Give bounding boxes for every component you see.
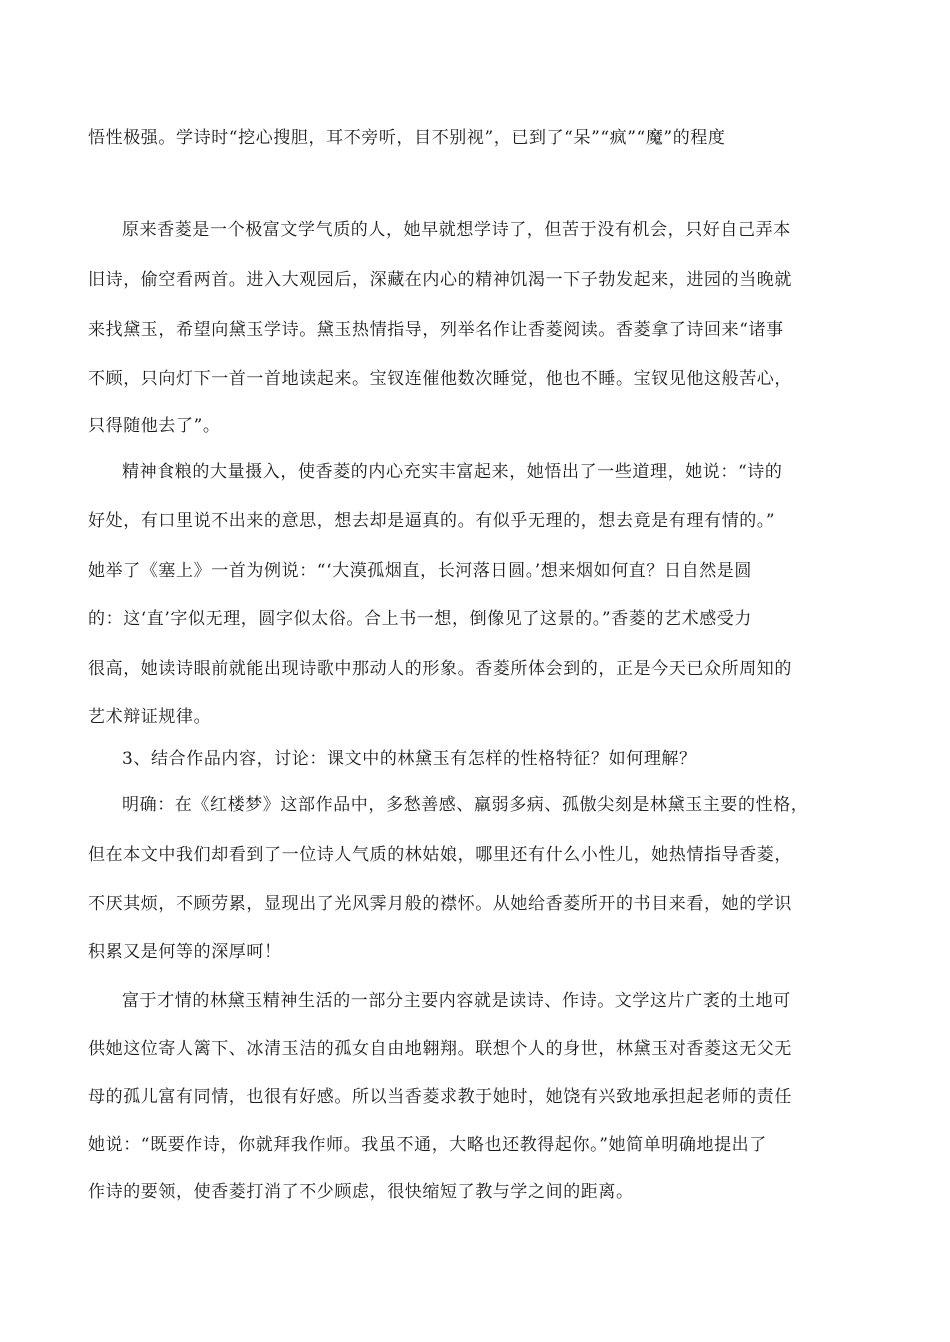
text-line: 她举了《塞上》一首为例说：“‘大漠孤烟直，长河落日圆。’想来烟如何直？日自然是圆 bbox=[88, 561, 752, 581]
text-line: 明确：在《红楼梦》这部作品中，多愁善感、羸弱多病、孤傲尖刻是林黛玉主要的性格， bbox=[122, 795, 809, 815]
text-line: 精神食粮的大量摄入，使香菱的内心充实丰富起来，她悟出了一些道理，她说：“诗的 bbox=[122, 462, 783, 482]
text-line: 她说：“既要作诗，你就拜我作师。我虽不通，大略也还教得起你。”她简单明确地提出了 bbox=[88, 1135, 767, 1155]
text-line: 很高，她读诗眼前就能出现诗歌中那动人的形象。香菱所体会到的，正是今天已众所周知的 bbox=[88, 659, 792, 679]
text-line: 富于才情的林黛玉精神生活的一部分主要内容就是读诗、作诗。文学这片广袤的土地可 bbox=[122, 991, 791, 1011]
text-line: 艺术辩证规律。 bbox=[88, 707, 212, 727]
text-line: 的：这‘直’字似无理，圆字似太俗。合上书一想，倒像见了这景的。”香菱的艺术感受力 bbox=[88, 609, 752, 629]
text-line: 悟性极强。学诗时“挖心搜胆，耳不旁听，目不别视”，已到了“呆”“疯”“魔”的程度 bbox=[88, 128, 726, 148]
text-line: 供她这位寄人篱下、冰清玉洁的孤女自由地翱翔。联想个人的身世，林黛玉对香菱这无父无 bbox=[88, 1039, 792, 1059]
text-line: 来找黛玉，希望向黛玉学诗。黛玉热情指导，列举名作让香菱阅读。香菱拿了诗回来“诸事 bbox=[88, 320, 784, 340]
text-line: 好处，有口里说不出来的意思，想去却是逼真的。有似乎无理的，想去竟是有理有情的。” bbox=[88, 511, 776, 531]
text-line: 不顾，只向灯下一首一首地读起来。宝钗连催他数次睡觉，他也不睡。宝钗见他这般苦心， bbox=[88, 369, 792, 389]
question-heading: 3、结合作品内容，讨论：课文中的林黛玉有怎样的性格特征？如何理解？ bbox=[122, 749, 697, 769]
text-line: 母的孤儿富有同情，也很有好感。所以当香菱求教于她时，她饶有兴致地承担起老师的责任 bbox=[88, 1087, 792, 1107]
text-line: 但在本文中我们却看到了一位诗人气质的林姑娘，哪里还有什么小性儿，她热情指导香菱， bbox=[88, 845, 792, 865]
text-line: 只得随他去了”。 bbox=[88, 416, 221, 436]
text-line: 不厌其烦，不顾劳累，显现出了光风霁月般的襟怀。从她给香菱所开的书目来看，她的学识 bbox=[88, 894, 792, 914]
text-line: 积累又是何等的深厚呵！ bbox=[88, 942, 282, 962]
text-line: 旧诗，偷空看两首。进入大观园后，深藏在内心的精神饥渴一下子勃发起来，进园的当晚就 bbox=[88, 270, 792, 290]
text-line: 原来香菱是一个极富文学气质的人，她早就想学诗了，但苦于没有机会，只好自己弄本 bbox=[122, 220, 791, 240]
text-line: 作诗的要领，使香菱打消了不少顾虑，很快缩短了教与学之间的距离。 bbox=[88, 1182, 634, 1202]
